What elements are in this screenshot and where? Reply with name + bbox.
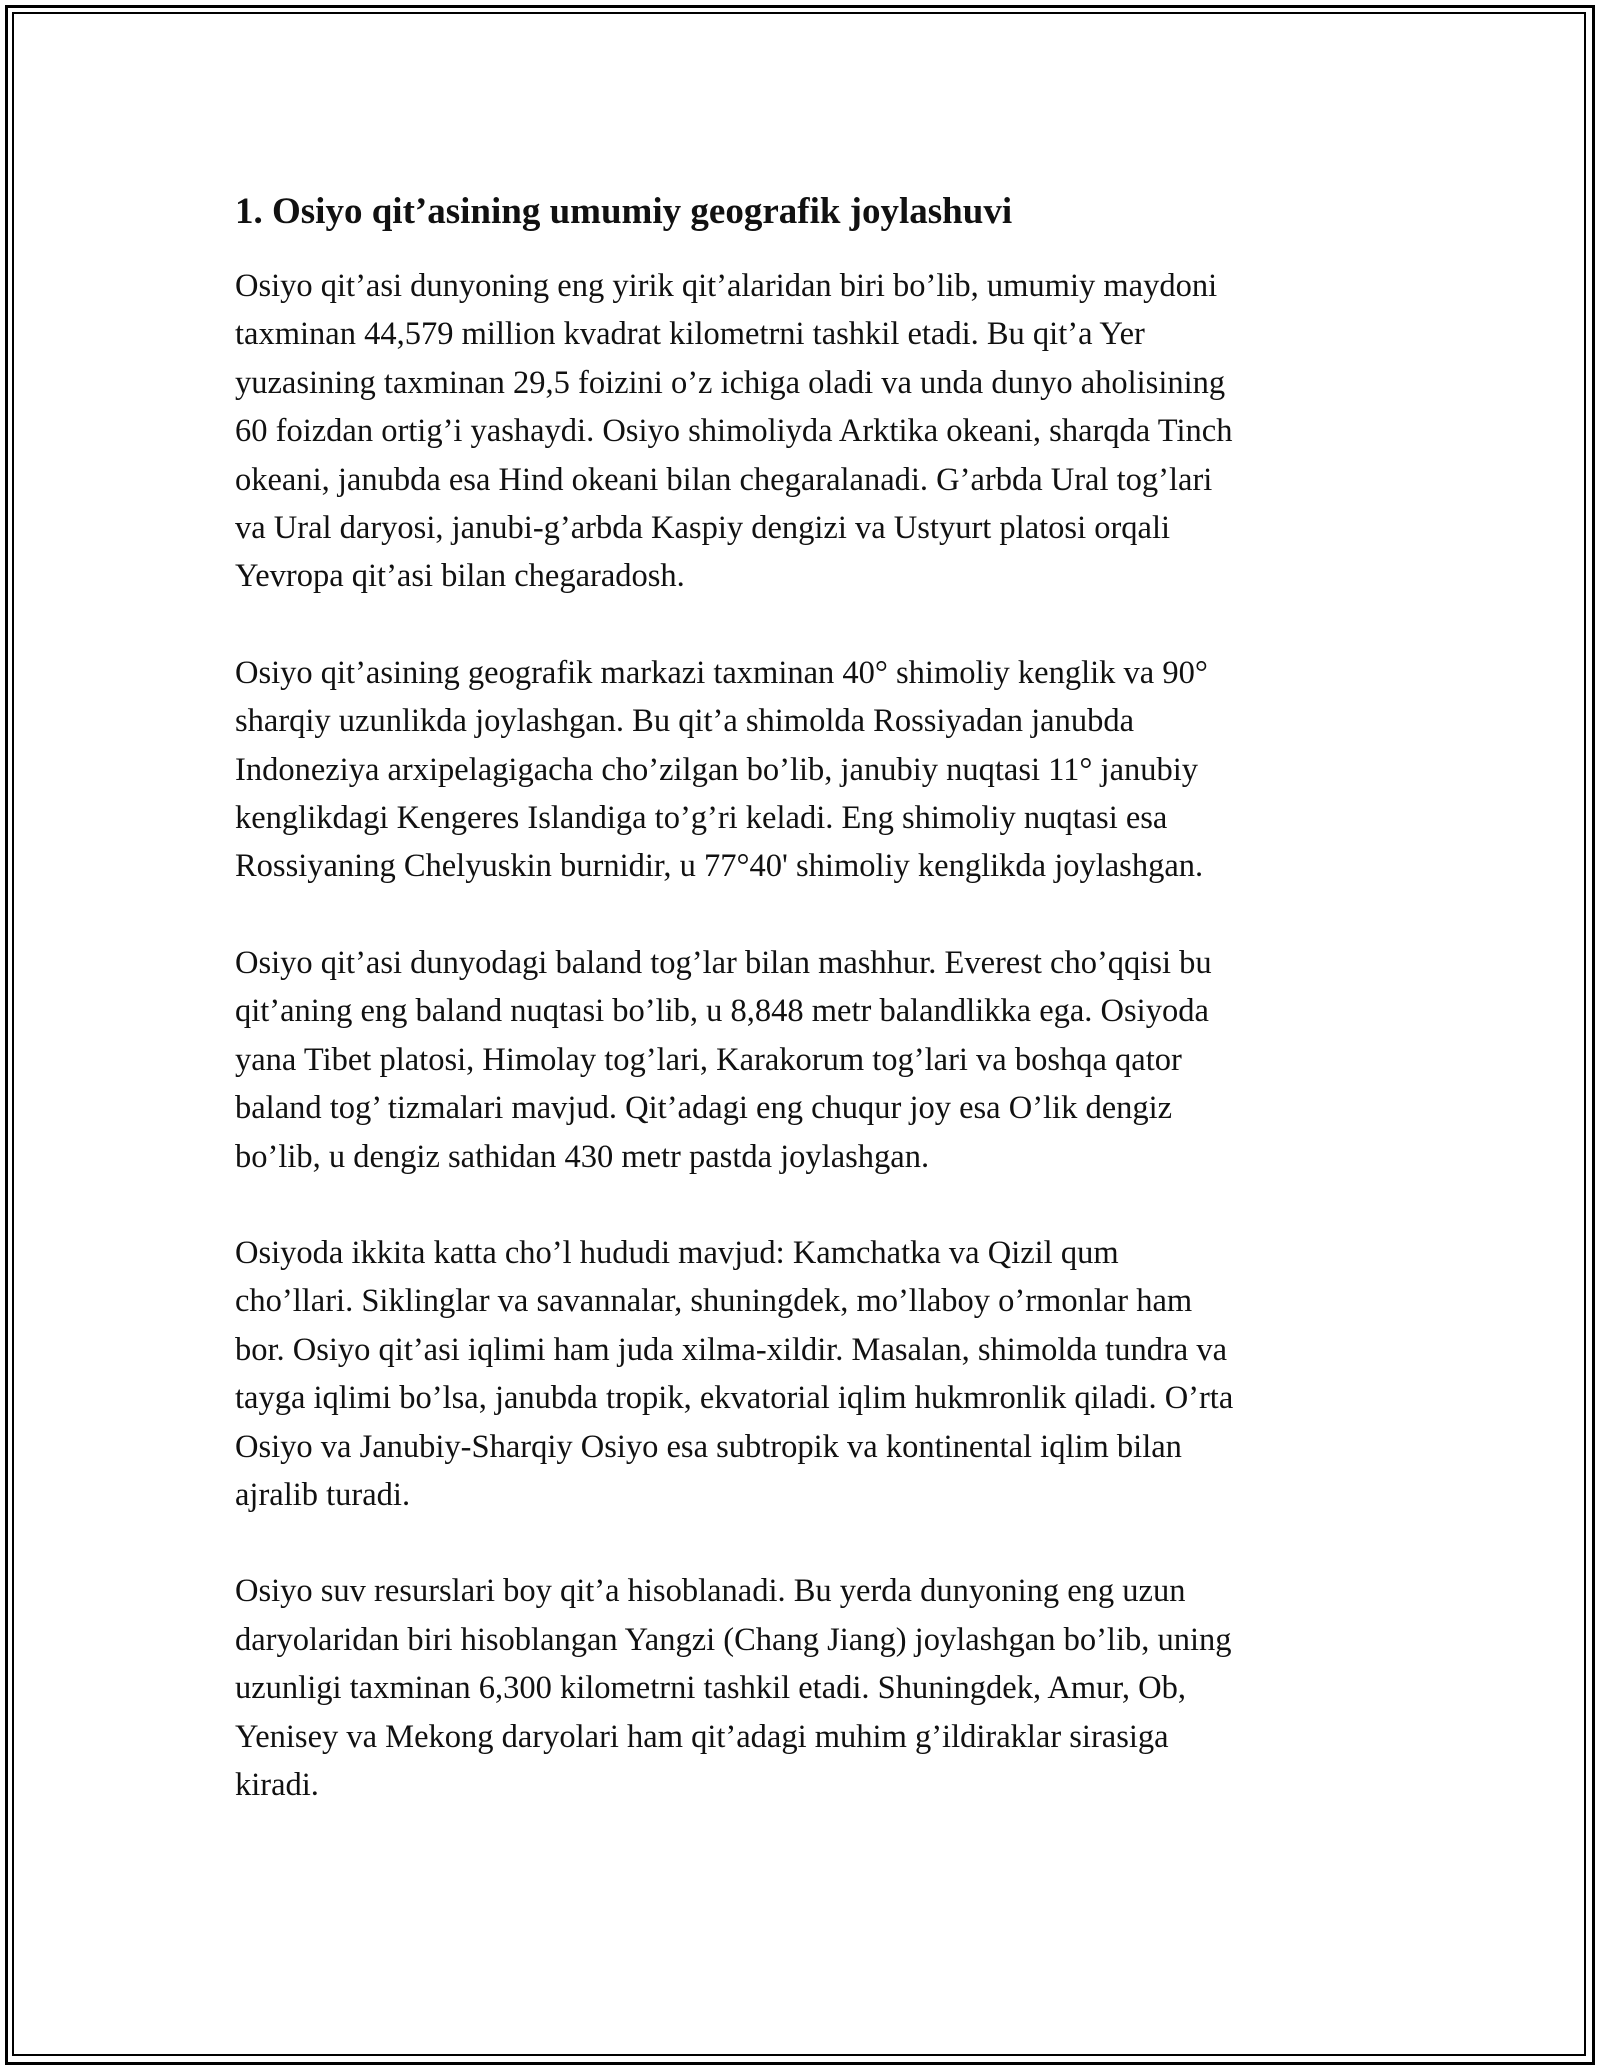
- paragraph: [235, 649, 1375, 891]
- paragraph-line: taxminan 44,579 million kvadrat kilometrni tashkil etadi. Bu qit’a Yer: [235, 316, 1145, 353]
- paragraph-line: qit’aning eng baland nuqtasi bo’lib, u 8,848 metr balandlikka ega. Osiyoda: [235, 993, 1209, 1030]
- paragraph: [235, 939, 1375, 1181]
- paragraph-line: uzunligi taxminan 6,300 kilometrni tashkil etadi. Shuningdek, Amur, Ob,: [235, 1670, 1187, 1707]
- paragraph-line: Indoneziya arxipelagigacha cho’zilgan bo’lib, janubiy nuqtasi 11° janubiy: [235, 751, 1199, 788]
- paragraph-line: Osiyoda ikkita katta cho’l hududi mavjud: Kamchatka va Qizil qum: [235, 1234, 1119, 1271]
- paragraph-line: Rossiyaning Chelyuskin burnidir, u 77°40' shimoliy kenglikda joylashgan.: [235, 848, 1204, 885]
- paragraph-line: Osiyo suv resurslari boy qit’a hisoblanadi. Bu yerda dunyoning eng uzun: [235, 1573, 1186, 1610]
- paragraph-line: va Ural daryosi, janubi-g’arbda Kaspiy dengizi va Ustyurt platosi orqali: [235, 510, 1171, 547]
- paragraph: [235, 1229, 1375, 1519]
- paragraph-line: Yevropa qit’asi bilan chegaradosh.: [235, 558, 685, 595]
- paragraph: [235, 262, 1375, 601]
- paragraph-line: tayga iqlimi bo’lsa, janubda tropik, ekvatorial iqlim hukmronlik qiladi. O’rta: [235, 1380, 1234, 1417]
- paragraph-line: yana Tibet platosi, Himolay tog’lari, Karakorum tog’lari va boshqa qator: [235, 1041, 1182, 1078]
- paragraph-line: cho’llari. Siklinglar va savannalar, shuningdek, mo’llaboy o’rmonlar ham: [235, 1283, 1193, 1320]
- paragraph-line: yuzasining taxminan 29,5 foizini o’z ichiga oladi va unda dunyo aholisining: [235, 364, 1226, 401]
- paragraph-line: kiradi.: [235, 1766, 319, 1803]
- paragraph-line: bo’lib, u dengiz sathidan 430 metr pastda joylashgan.: [235, 1138, 930, 1175]
- paragraph-line: bor. Osiyo qit’asi iqlimi ham juda xilma-xildir. Masalan, shimolda tundra va: [235, 1331, 1228, 1368]
- paragraph-line: daryolaridan biri hisoblangan Yangzi (Chang Jiang) joylashgan bo’lib, uning: [235, 1621, 1232, 1658]
- paragraph-line: kenglikdagi Kengeres Islandiga to’g’ri keladi. Eng shimoliy nuqtasi esa: [235, 800, 1168, 837]
- paragraph-line: Yenisey va Mekong daryolari ham qit’adagi muhim g’ildiraklar sirasiga: [235, 1718, 1169, 1755]
- paragraph-line: Osiyo qit’asining geografik markazi taxminan 40° shimoliy kenglik va 90°: [235, 654, 1208, 691]
- paragraph-line: baland tog’ tizmalari mavjud. Qit’adagi eng chuqur joy esa O’lik dengiz: [235, 1090, 1173, 1127]
- paragraph-line: Osiyo qit’asi dunyodagi baland tog’lar bilan mashhur. Everest cho’qqisi bu: [235, 944, 1212, 981]
- document-body: [235, 188, 1375, 1857]
- paragraph-line: ajralib turadi.: [235, 1476, 411, 1513]
- paragraph: [235, 1567, 1375, 1809]
- paragraph-line: 60 foizdan ortig’i yashaydi. Osiyo shimoliyda Arktika okeani, sharqda Tinch: [235, 413, 1233, 450]
- paragraph-list: [235, 262, 1375, 1809]
- section-heading: 1. Osiyo qit’asining umumiy geografik joylashuvi: [235, 191, 1013, 232]
- paragraph-line: Osiyo qit’asi dunyoning eng yirik qit’alaridan biri bo’lib, umumiy maydoni: [235, 268, 1218, 304]
- paragraph-line: Osiyo va Janubiy-Sharqiy Osiyo esa subtropik va kontinental iqlim bilan: [235, 1428, 1182, 1465]
- paragraph-line: sharqiy uzunlikda joylashgan. Bu qit’a shimolda Rossiyadan janubda: [235, 703, 1135, 740]
- paragraph-line: okeani, janubda esa Hind okeani bilan chegaralanadi. G’arbda Ural tog’lari: [235, 461, 1213, 498]
